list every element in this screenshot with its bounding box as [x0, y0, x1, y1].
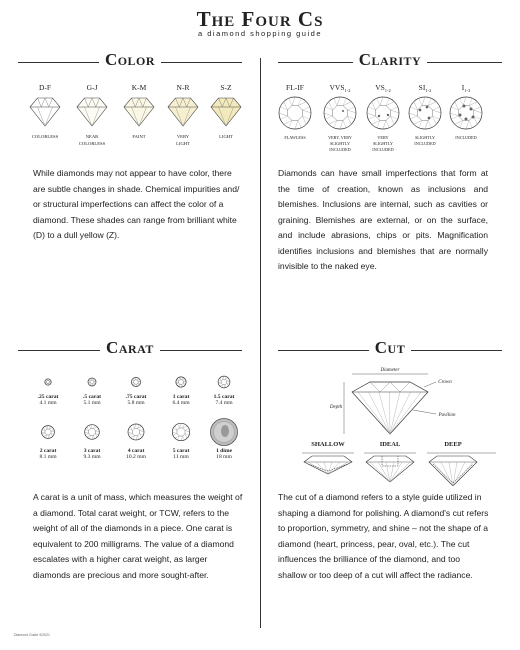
clarity-header	[260, 50, 520, 74]
carat-weight-label: 3 carat	[83, 448, 101, 454]
carat-size-label: 5.8 mm	[127, 400, 145, 406]
page-header	[0, 8, 520, 38]
color-grade-label: G-J	[86, 83, 98, 92]
color-grade-name: COLORLESS	[31, 134, 59, 139]
carat-weight-label: .25 carat	[37, 394, 59, 400]
carat-size-label: 11 mm	[173, 454, 189, 460]
clarity-grade-name: VERY	[377, 135, 389, 140]
clarity-grade-name: SLIGHTLY	[414, 135, 436, 140]
clarity-diamond-icon	[409, 97, 441, 129]
clarity-diamond-icon	[324, 97, 356, 129]
clarity-grade-name: INCLUDED	[455, 135, 477, 140]
carat-size-label: 10.2 mm	[126, 454, 146, 460]
footer-note: Diamond Guide 9/2021	[14, 633, 50, 637]
color-grade-label: N-R	[176, 83, 190, 92]
color-description: While diamonds may not appear to have color, there are subtle changes in shade. Chemical impurities and/ or structural imperfections can affect the color of a diamond. These shades can range from brilliant white (D) to a dull yellow (Z).	[33, 168, 240, 240]
carat-diamond-icon	[88, 378, 96, 386]
diamond-outline	[429, 456, 477, 486]
inclusion-mark	[428, 117, 431, 120]
carat-title: Carat	[0, 338, 260, 358]
cut-anatomy-diagram	[344, 374, 436, 434]
color-grade-name: FAINT	[132, 134, 146, 139]
clarity-grade-name: FLAWLESS	[284, 135, 306, 140]
color-section	[0, 50, 260, 74]
diamond-outline	[77, 98, 107, 126]
color-grade-name: NEAR	[85, 134, 99, 139]
color-grade-name: LIGHT	[219, 134, 233, 139]
clarity-grade-label: $VS_{1-2}$	[375, 83, 391, 93]
clarity-grade-label: $I_{1-3}$	[461, 83, 471, 93]
color-grade-label: S-Z	[220, 83, 232, 92]
cut-depth-label: IDEAL	[379, 441, 401, 448]
clarity-grade-subscript: 1-3	[464, 88, 471, 93]
pavilion-pointer	[413, 410, 436, 414]
inclusion-mark	[426, 106, 429, 109]
label-pavilion: Pavilion	[438, 413, 456, 418]
carat-weight-label: .75 carat	[125, 394, 147, 400]
carat-chart	[0, 366, 260, 476]
clarity-grade-label: FL-IF	[286, 83, 304, 92]
inclusion-mark	[472, 116, 475, 119]
diamond-outline	[124, 98, 154, 126]
inclusion-mark	[419, 109, 422, 112]
clarity-grade-name: INCLUDED	[414, 141, 436, 146]
clarity-diamond-icon	[279, 97, 311, 129]
carat-size-label: 5.1 mm	[83, 400, 101, 406]
inclusion-mark	[459, 114, 462, 117]
page-title: The Four Cs	[196, 7, 324, 31]
clarity-grade-name: INCLUDED	[329, 147, 351, 152]
clarity-grade-label: $VVS_{1-2}$	[329, 83, 351, 93]
carat-weight-label: 1.5 carat	[213, 394, 235, 400]
clarity-description: Diamonds can have small imperfections that form at the time of creation, known as inclusions and blemishes. Inclusions are internal, such as cavities or graining. Blemishes are external, or on the surface, and include abrasions, chips or pits. Magnification identifies inclusions and blemishes that are normally invisible to the naked eye.	[278, 168, 488, 271]
cut-depth-label: DEEP	[444, 441, 462, 448]
inclusion-mark	[342, 110, 344, 112]
carat-size-label: 9.3 mm	[83, 454, 101, 460]
carat-size-label: 7.4 mm	[215, 400, 233, 406]
carat-weight-label: 2 carat	[39, 448, 57, 454]
label-crown: Crown	[438, 380, 452, 385]
carat-diamond-icon	[45, 379, 51, 385]
carat-weight-label: 1 dime	[215, 448, 233, 454]
color-grade-name: COLORLESS	[78, 141, 106, 146]
label-depth: Depth	[329, 405, 343, 410]
dime-portrait	[221, 425, 229, 437]
clarity-grade-name: VERY, VERY	[328, 135, 352, 140]
carat-diamond-icon	[42, 426, 55, 439]
cut-depth-diamond-icon	[366, 456, 414, 482]
cut-depth-diamond-icon	[429, 456, 477, 486]
cut-title: Cut	[260, 338, 520, 358]
inclusion-mark	[463, 105, 466, 108]
diamond-outline	[366, 456, 414, 482]
color-diamond-icon	[30, 98, 60, 126]
label-diameter: Diameter	[380, 368, 400, 373]
clarity-diamond-icon	[450, 97, 482, 129]
color-diamond-icon	[77, 98, 107, 126]
crown-pointer	[424, 382, 436, 387]
inclusion-mark	[378, 115, 380, 117]
cut-header	[260, 338, 520, 362]
carat-diamond-icon	[218, 376, 230, 388]
carat-weight-label: 4 carat	[127, 448, 145, 454]
carat-size-label: 18 mm	[216, 454, 232, 460]
clarity-grade-name: SLIGHTLY	[372, 141, 394, 146]
clarity-section	[260, 50, 520, 74]
diamond-outline	[168, 98, 198, 126]
color-diamond-icon	[168, 98, 198, 126]
carat-diamond-icon	[176, 377, 186, 387]
clarity-diamond-icon	[367, 97, 399, 129]
inclusion-mark	[387, 114, 389, 116]
color-grade-label: D-F	[38, 83, 52, 92]
inclusion-mark	[465, 118, 468, 121]
carat-header	[0, 338, 260, 362]
carat-section	[0, 338, 260, 362]
color-grade-name: VERY	[176, 134, 190, 139]
clarity-grade-subscript: 1-2	[344, 88, 351, 93]
carat-size-label: 4.1 mm	[39, 400, 57, 406]
color-diamond-icon	[211, 98, 241, 126]
clarity-grade-subscript: 1-2	[425, 88, 432, 93]
color-chart	[0, 78, 260, 158]
carat-description: A carat is a unit of mass, which measures the weight of a diamond. Total carat weight, or TCW, refers to the weight of all of the diamonds in a piece. One carat is equivalent to 200 milligrams. The value of a diamond escalates with a higher carat weight, as larger diamonds are precious and more sought-after.	[33, 492, 243, 580]
carat-weight-label: 1 carat	[172, 394, 190, 400]
cut-depth-diamond-icon	[304, 456, 352, 474]
color-grade-name: LIGHT	[176, 141, 190, 146]
color-grade-label: K-M	[131, 83, 147, 92]
clarity-grade-label: $SI_{1-2}$	[418, 83, 432, 93]
clarity-grade-name: INCLUDED	[372, 147, 394, 152]
carat-weight-label: .5 carat	[82, 394, 102, 400]
carat-diamond-icon	[85, 425, 100, 440]
page-subtitle: a diamond shopping guide	[198, 29, 322, 38]
cut-chart	[260, 362, 520, 486]
carat-diamond-icon	[131, 377, 140, 386]
inclusion-mark	[470, 108, 473, 111]
clarity-grade-subscript: 1-2	[384, 88, 391, 93]
carat-size-label: 6.4 mm	[172, 400, 190, 406]
carat-diamond-icon	[172, 423, 189, 440]
clarity-chart	[260, 78, 520, 160]
cut-section	[260, 338, 520, 362]
cut-description: The cut of a diamond refers to a style guide utilized in shaping a diamond for polishing. A diamond's cut refers to proportion, symmetry, and shine – not the shape of a diamond (heart, princess, pear, oval, etc.). The cut influences the brilliance of the diamond, and too shallow or too deep of a cut will affect the radiance.	[278, 492, 489, 580]
color-header	[0, 50, 260, 74]
diamond-outline	[30, 98, 60, 126]
carat-weight-label: 5 carat	[172, 448, 190, 454]
carat-size-label: 8.1 mm	[39, 454, 57, 460]
cut-depth-label: SHALLOW	[311, 441, 345, 448]
clarity-title: Clarity	[260, 50, 520, 70]
color-diamond-icon	[124, 98, 154, 126]
clarity-grade-name: SLIGHTLY	[329, 141, 351, 146]
color-title: Color	[0, 50, 260, 70]
dime-icon	[211, 419, 238, 446]
carat-diamond-icon	[128, 424, 144, 440]
diamond-outline	[211, 98, 241, 126]
